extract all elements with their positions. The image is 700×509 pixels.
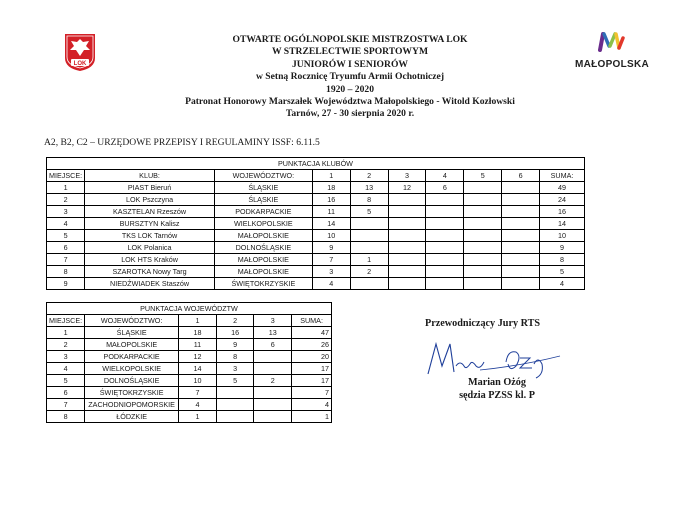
clubs-table-cell: LOK Pszczyna xyxy=(85,194,215,206)
clubs-table-cell: 8 xyxy=(350,194,388,206)
clubs-table-cell: 24 xyxy=(540,194,585,206)
header-line: JUNIORÓW I SENIORÓW xyxy=(291,58,409,70)
clubs-table-cell xyxy=(464,182,502,194)
voivodeship-table-row xyxy=(47,351,332,363)
voivodeship-table-header-cell: 2 xyxy=(216,315,254,327)
voivodeship-table-row xyxy=(47,339,332,351)
clubs-table-cell: 14 xyxy=(312,218,350,230)
voivodeship-table-row xyxy=(47,411,332,423)
clubs-table-cell: 9 xyxy=(540,242,585,254)
clubs-table-cell: TKS LOK Tarnów xyxy=(85,230,215,242)
voivodeship-table-cell: 1 xyxy=(179,411,217,423)
clubs-table-header-cell: 5 xyxy=(464,170,502,182)
malopolska-logo-text: MAŁOPOLSKA xyxy=(574,59,650,70)
clubs-table-row xyxy=(47,218,585,230)
voivodeship-table-cell: 6 xyxy=(47,387,85,399)
voivodeship-table-header-cell: WOJEWÓDZTWO: xyxy=(85,315,179,327)
clubs-table-cell xyxy=(350,278,388,290)
clubs-table-cell: 7 xyxy=(47,254,85,266)
clubs-table-row xyxy=(47,242,585,254)
voivodeship-table-cell: 10 xyxy=(179,375,217,387)
clubs-table-cell: 10 xyxy=(312,230,350,242)
clubs-table-cell xyxy=(350,230,388,242)
clubs-table-cell xyxy=(464,194,502,206)
clubs-table-cell xyxy=(502,242,540,254)
rules-subheading: A2, B2, C2 – URZĘDOWE PRZEPISY I REGULAMINY ISSF: 6.11.5 xyxy=(44,137,320,148)
clubs-table-cell: ŚWIĘTOKRZYSKIE xyxy=(214,278,312,290)
clubs-table-cell xyxy=(426,266,464,278)
voivodeship-table-cell: 5 xyxy=(216,375,254,387)
voivodeship-table-cell: DOLNOŚLĄSKIE xyxy=(85,375,179,387)
clubs-table-cell: 3 xyxy=(312,266,350,278)
clubs-table-cell xyxy=(426,254,464,266)
voivodeship-table-cell xyxy=(216,411,254,423)
voivodeship-table-cell: 47 xyxy=(292,327,332,339)
clubs-table-header-cell: 6 xyxy=(502,170,540,182)
voivodeship-table-row xyxy=(47,363,332,375)
voivodeship-table-cell: 17 xyxy=(292,375,332,387)
clubs-table-cell xyxy=(502,266,540,278)
header-line: OTWARTE OGÓLNOPOLSKIE MISTRZOSTWA LOK xyxy=(232,34,468,45)
clubs-table-cell: 5 xyxy=(350,206,388,218)
voivodeship-table-row xyxy=(47,327,332,339)
voivodeship-table-row xyxy=(47,375,332,387)
clubs-table-cell: MAŁOPOLSKIE xyxy=(214,254,312,266)
clubs-table-row xyxy=(47,278,585,290)
clubs-table-cell: 14 xyxy=(540,218,585,230)
voivodeship-table-cell: 2 xyxy=(254,375,292,387)
clubs-table-cell: 13 xyxy=(350,182,388,194)
clubs-table-cell xyxy=(502,194,540,206)
clubs-table-cell: 18 xyxy=(312,182,350,194)
clubs-table-cell xyxy=(464,254,502,266)
voivodeship-table-cell: 8 xyxy=(216,351,254,363)
clubs-table-row xyxy=(47,254,585,266)
clubs-table-cell xyxy=(426,242,464,254)
document-header xyxy=(130,34,570,121)
clubs-table-cell: MAŁOPOLSKIE xyxy=(214,230,312,242)
clubs-table-cell: SZAROTKA Nowy Targ xyxy=(85,266,215,278)
clubs-table-cell: 7 xyxy=(312,254,350,266)
voivodeship-table-cell: 26 xyxy=(292,339,332,351)
voivodeship-table-cell xyxy=(254,399,292,411)
clubs-table-cell: LOK Polanica xyxy=(85,242,215,254)
voivodeship-table-cell: 1 xyxy=(47,327,85,339)
clubs-table-cell: WIELKOPOLSKIE xyxy=(214,218,312,230)
voivodeship-table-cell: 7 xyxy=(47,399,85,411)
clubs-table-header-cell: MIEJSCE: xyxy=(47,170,85,182)
header-line: Patronat Honorowy Marszałek Województwa Małopolskiego - Witold Kozłowski xyxy=(185,96,515,108)
clubs-table-cell: KASZTELAN Rzeszów xyxy=(85,206,215,218)
clubs-table-cell: ŚLĄSKIE xyxy=(214,194,312,206)
clubs-table-cell xyxy=(502,254,540,266)
voivodeship-table-cell: ŁÓDZKIE xyxy=(85,411,179,423)
clubs-table-title: PUNKTACJA KLUBÓW xyxy=(47,158,585,170)
clubs-table-cell xyxy=(426,278,464,290)
voivodeship-table-cell: ŚWIĘTOKRZYSKIE xyxy=(85,387,179,399)
clubs-table-cell: 11 xyxy=(312,206,350,218)
voivodeship-table-cell: 7 xyxy=(292,387,332,399)
voivodeship-table-header-row xyxy=(47,315,332,327)
clubs-table-header-cell: 2 xyxy=(350,170,388,182)
clubs-table-cell xyxy=(502,182,540,194)
clubs-table-cell xyxy=(502,218,540,230)
clubs-table-cell: BURSZTYN Kalisz xyxy=(85,218,215,230)
clubs-table-row xyxy=(47,194,585,206)
clubs-table-cell xyxy=(464,230,502,242)
clubs-table-cell xyxy=(502,278,540,290)
clubs-table-cell xyxy=(502,230,540,242)
voivodeship-table-row xyxy=(47,399,332,411)
clubs-table-header-cell: KLUB: xyxy=(85,170,215,182)
clubs-table-row xyxy=(47,266,585,278)
clubs-table-cell xyxy=(464,278,502,290)
voivodeship-table-title: PUNKTACJA WOJEWÓDZTW xyxy=(47,303,332,315)
clubs-table-cell: 16 xyxy=(312,194,350,206)
clubs-table-cell: PODKARPACKIE xyxy=(214,206,312,218)
clubs-table-header-cell: 3 xyxy=(388,170,426,182)
voivodeship-table-cell: 3 xyxy=(47,351,85,363)
clubs-table-cell xyxy=(388,218,426,230)
lok-logo xyxy=(63,32,97,72)
malopolska-logo xyxy=(572,30,652,70)
lok-logo-text: LOK xyxy=(73,61,87,67)
voivodeship-table-cell: 11 xyxy=(179,339,217,351)
clubs-table-cell xyxy=(388,254,426,266)
voivodeship-table-cell: MAŁOPOLSKIE xyxy=(85,339,179,351)
voivodeship-table-cell: 4 xyxy=(179,399,217,411)
voivodeship-table-header-cell: SUMA: xyxy=(292,315,332,327)
voivodeship-table-cell xyxy=(216,399,254,411)
clubs-table-cell: PIAST Bieruń xyxy=(85,182,215,194)
voivodeship-table-cell: 18 xyxy=(179,327,217,339)
clubs-table-cell: 2 xyxy=(47,194,85,206)
clubs-table-cell: 10 xyxy=(540,230,585,242)
judge-role: sędzia PZSS kl. P xyxy=(459,390,535,401)
clubs-table-cell: 5 xyxy=(47,230,85,242)
voivodeship-table-cell: 20 xyxy=(292,351,332,363)
voivodeship-table-cell: 6 xyxy=(254,339,292,351)
voivodeship-table-cell xyxy=(254,351,292,363)
clubs-table-row xyxy=(47,206,585,218)
judge-block xyxy=(432,376,562,402)
clubs-table-cell: 1 xyxy=(47,182,85,194)
clubs-table-cell: 8 xyxy=(540,254,585,266)
voivodeship-table-cell: ZACHODNIOPOMORSKIE xyxy=(85,399,179,411)
voivodeship-table-cell: 14 xyxy=(179,363,217,375)
voivodeship-table-cell: 2 xyxy=(47,339,85,351)
voivodeship-table-cell: 16 xyxy=(216,327,254,339)
clubs-table-header-cell: 4 xyxy=(426,170,464,182)
voivodeship-table-cell: WIELKOPOLSKIE xyxy=(85,363,179,375)
clubs-table-cell xyxy=(350,242,388,254)
clubs-table-title-row xyxy=(47,158,585,170)
clubs-table-cell: 8 xyxy=(47,266,85,278)
clubs-table-cell: 16 xyxy=(540,206,585,218)
jury-title: Przewodniczący Jury RTS xyxy=(425,318,541,329)
voivodeship-table-cell: 12 xyxy=(179,351,217,363)
voivodeship-table-cell xyxy=(254,411,292,423)
voivodeship-table-row xyxy=(47,387,332,399)
clubs-table-cell: 6 xyxy=(426,182,464,194)
clubs-score-table xyxy=(46,157,585,290)
clubs-table-cell: 4 xyxy=(540,278,585,290)
clubs-table-cell: 2 xyxy=(350,266,388,278)
clubs-table-cell: NIEDŹWIADEK Staszów xyxy=(85,278,215,290)
clubs-table-cell xyxy=(388,278,426,290)
clubs-table-cell: LOK HTS Kraków xyxy=(85,254,215,266)
clubs-table-row xyxy=(47,182,585,194)
clubs-table-cell xyxy=(388,266,426,278)
voivodeship-table-cell xyxy=(254,387,292,399)
clubs-table-cell xyxy=(426,206,464,218)
clubs-table-header-row xyxy=(47,170,585,182)
clubs-table-cell: 6 xyxy=(47,242,85,254)
clubs-table-cell xyxy=(388,230,426,242)
clubs-table-cell xyxy=(426,194,464,206)
clubs-table-cell: 12 xyxy=(388,182,426,194)
clubs-table-cell: 49 xyxy=(540,182,585,194)
header-line: 1920 – 2020 xyxy=(326,83,374,95)
clubs-table-cell: DOLNOŚLĄSKIE xyxy=(214,242,312,254)
clubs-table-cell xyxy=(388,194,426,206)
clubs-table-cell xyxy=(464,242,502,254)
voivodeship-table-cell: 4 xyxy=(292,399,332,411)
voivodeship-table-cell: 1 xyxy=(292,411,332,423)
clubs-table-header-cell: WOJEWÓDZTWO: xyxy=(214,170,312,182)
clubs-table-cell: 4 xyxy=(47,218,85,230)
header-line: w Setną Rocznicę Tryumfu Armii Ochotniczej xyxy=(255,71,445,83)
voivodeship-table-header-cell: 3 xyxy=(254,315,292,327)
header-line: W STRZELECTWIE SPORTOWYM xyxy=(271,46,429,58)
clubs-table-cell xyxy=(464,206,502,218)
voivodeship-table-cell xyxy=(254,363,292,375)
clubs-table-header-cell: SUMA: xyxy=(540,170,585,182)
voivodeship-table-cell: ŚLĄSKIE xyxy=(85,327,179,339)
voivodeship-score-table xyxy=(46,302,332,423)
voivodeship-table-header-cell: 1 xyxy=(179,315,217,327)
signature xyxy=(420,336,570,380)
voivodeship-table-cell: 13 xyxy=(254,327,292,339)
judge-name: Marian Ożóg xyxy=(467,377,526,388)
voivodeship-table-cell: 17 xyxy=(292,363,332,375)
voivodeship-table-cell: 4 xyxy=(47,363,85,375)
clubs-table-cell xyxy=(464,266,502,278)
voivodeship-table-cell: 8 xyxy=(47,411,85,423)
voivodeship-table-cell: 3 xyxy=(216,363,254,375)
voivodeship-table-title-row xyxy=(47,303,332,315)
voivodeship-table-cell: 5 xyxy=(47,375,85,387)
clubs-table-header-cell: 1 xyxy=(312,170,350,182)
voivodeship-table-header-cell: MIEJSCE: xyxy=(47,315,85,327)
clubs-table-cell xyxy=(350,218,388,230)
clubs-table-cell xyxy=(464,218,502,230)
voivodeship-table-cell: 9 xyxy=(216,339,254,351)
voivodeship-table-cell xyxy=(216,387,254,399)
clubs-table-cell xyxy=(502,206,540,218)
clubs-table-row xyxy=(47,230,585,242)
clubs-table-cell: 3 xyxy=(47,206,85,218)
header-line: Tarnów, 27 - 30 sierpnia 2020 r. xyxy=(285,108,415,120)
voivodeship-table-cell: 7 xyxy=(179,387,217,399)
clubs-table-cell xyxy=(388,206,426,218)
clubs-table-cell: 9 xyxy=(312,242,350,254)
clubs-table-cell xyxy=(426,218,464,230)
voivodeship-table-cell: PODKARPACKIE xyxy=(85,351,179,363)
clubs-table-cell: MAŁOPOLSKIE xyxy=(214,266,312,278)
clubs-table-cell: 5 xyxy=(540,266,585,278)
clubs-table-cell xyxy=(426,230,464,242)
clubs-table-cell xyxy=(388,242,426,254)
clubs-table-cell: 4 xyxy=(312,278,350,290)
clubs-table-cell: ŚLĄSKIE xyxy=(214,182,312,194)
clubs-table-cell: 9 xyxy=(47,278,85,290)
malopolska-mark-icon xyxy=(597,30,627,52)
clubs-table-cell: 1 xyxy=(350,254,388,266)
